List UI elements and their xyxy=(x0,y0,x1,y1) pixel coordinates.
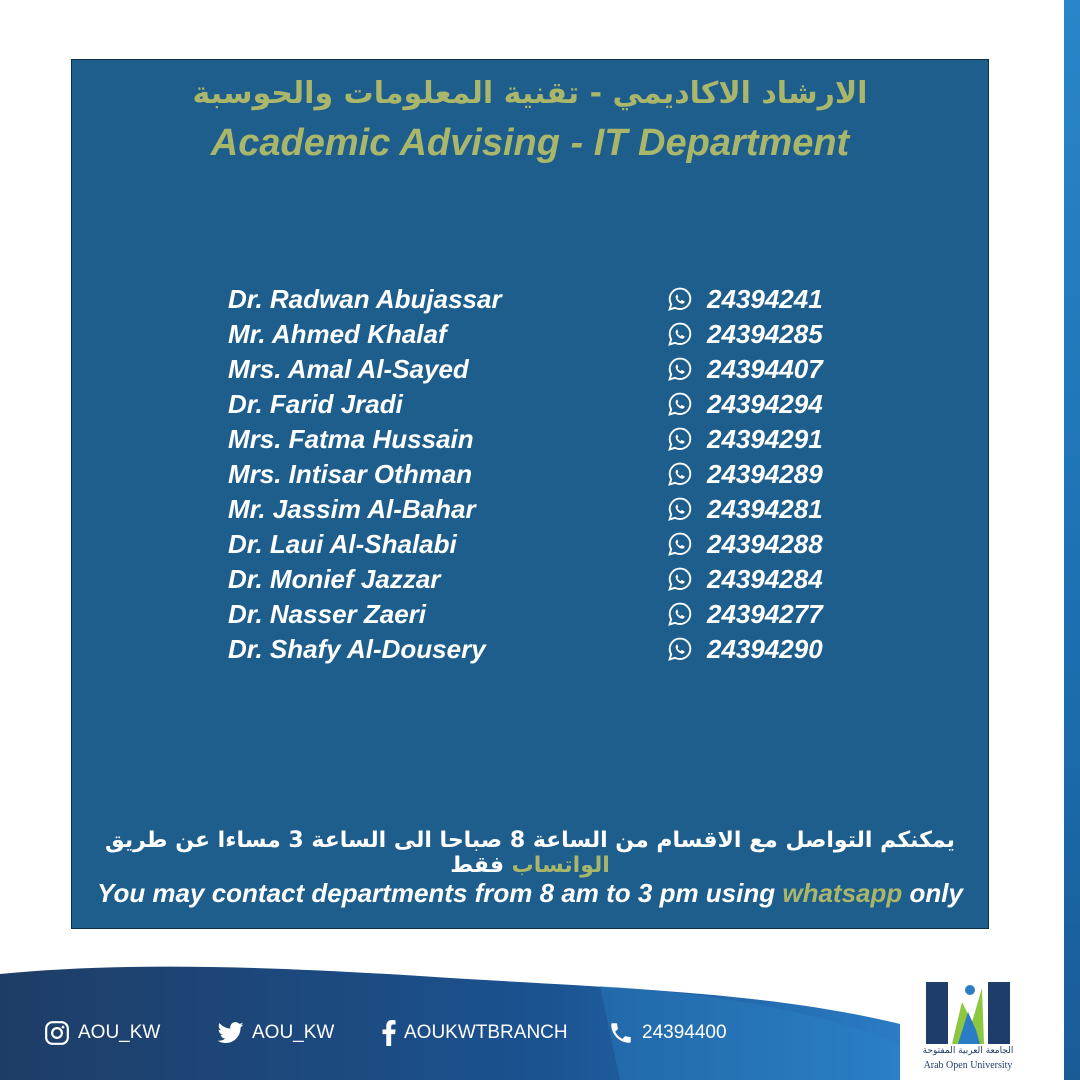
notice-english-end: only xyxy=(902,878,963,908)
instagram-icon xyxy=(44,1020,70,1046)
contact-phone[interactable]: 24394407 xyxy=(707,354,823,384)
edge-stripe xyxy=(1064,0,1080,1080)
title-arabic: الارشاد الاكاديمي - تقنية المعلومات والحوسبة xyxy=(192,76,868,111)
notice-arabic xyxy=(72,828,988,878)
notice-arabic-highlight: الواتساب xyxy=(511,853,610,878)
facebook-handle: AOUKWTBRANCH xyxy=(404,1022,568,1043)
contact-name: Mr. Ahmed Khalaf xyxy=(228,319,447,349)
contact-name: Dr. Nasser Zaeri xyxy=(228,599,427,629)
contact-phone[interactable]: 24394289 xyxy=(707,459,823,489)
contact-name: Mrs. Fatma Hussain xyxy=(228,424,474,454)
contact-list xyxy=(228,282,838,667)
contact-phone[interactable]: 24394277 xyxy=(707,599,823,629)
whatsapp-icon[interactable] xyxy=(668,497,692,521)
contact-row xyxy=(228,632,838,667)
contact-row xyxy=(228,527,838,562)
twitter-link[interactable] xyxy=(218,1019,334,1047)
notice-english-text: You may contact departments from 8 am to 3 pm using xyxy=(97,878,783,908)
whatsapp-icon[interactable] xyxy=(668,567,692,591)
logo-arabic-name: الجامعة العربية المفتوحة xyxy=(922,1046,1014,1056)
phone-number: 24394400 xyxy=(642,1022,727,1043)
instagram-handle: AOU_KW xyxy=(78,1022,161,1043)
whatsapp-icon[interactable] xyxy=(668,427,692,451)
facebook-link[interactable] xyxy=(382,1019,568,1047)
contact-name: Dr. Laui Al-Shalabi xyxy=(228,529,457,559)
contact-phone[interactable]: 24394241 xyxy=(707,284,823,314)
contact-phone[interactable]: 24394285 xyxy=(707,319,823,349)
facebook-icon xyxy=(382,1020,396,1046)
whatsapp-icon[interactable] xyxy=(668,637,692,661)
contact-phone[interactable]: 24394291 xyxy=(707,424,823,454)
contact-row xyxy=(228,422,838,457)
aou-logo xyxy=(918,978,1018,1070)
contact-phone[interactable]: 24394294 xyxy=(707,389,823,419)
contact-row xyxy=(228,562,838,597)
contact-name: Dr. Monief Jazzar xyxy=(228,564,441,594)
contact-row xyxy=(228,282,838,317)
notice-english xyxy=(72,878,988,909)
whatsapp-icon[interactable] xyxy=(668,322,692,346)
whatsapp-icon[interactable] xyxy=(668,532,692,556)
contact-row xyxy=(228,597,838,632)
contact-phone[interactable]: 24394284 xyxy=(707,564,823,594)
contact-name: Dr. Radwan Abujassar xyxy=(228,284,502,314)
contact-phone[interactable]: 24394290 xyxy=(707,634,823,664)
notice-arabic-end: فقط xyxy=(450,853,512,878)
contact-row xyxy=(228,492,838,527)
contact-name: Mrs. Amal Al-Sayed xyxy=(228,354,469,384)
contact-row xyxy=(228,457,838,492)
twitter-icon xyxy=(218,1022,244,1044)
contact-phone[interactable]: 24394281 xyxy=(707,494,823,524)
logo-english-name: Arab Open University xyxy=(923,1060,1013,1071)
whatsapp-icon[interactable] xyxy=(668,462,692,486)
whatsapp-icon[interactable] xyxy=(668,392,692,416)
title-english: Academic Advising - IT Department xyxy=(210,122,850,164)
contact-phone[interactable]: 24394288 xyxy=(707,529,823,559)
whatsapp-icon[interactable] xyxy=(668,287,692,311)
contact-row xyxy=(228,387,838,422)
whatsapp-icon[interactable] xyxy=(668,602,692,626)
twitter-handle: AOU_KW xyxy=(252,1022,335,1043)
contact-name: Mr. Jassim Al-Bahar xyxy=(228,494,476,524)
contact-row xyxy=(228,352,838,387)
whatsapp-icon[interactable] xyxy=(668,357,692,381)
contact-row xyxy=(228,317,838,352)
contact-name: Dr. Farid Jradi xyxy=(228,389,403,419)
advising-panel xyxy=(71,59,989,929)
phone-icon xyxy=(608,1020,634,1046)
notice-arabic-text: يمكنكم التواصل مع الاقسام من الساعة 8 صباحا الى الساعة 3 مساءا عن طريق xyxy=(105,828,955,853)
notice-english-highlight: whatsapp xyxy=(782,878,903,908)
phone-link[interactable] xyxy=(608,1019,727,1047)
contact-name: Mrs. Intisar Othman xyxy=(228,459,473,489)
instagram-link[interactable] xyxy=(44,1019,160,1047)
contact-name: Dr. Shafy Al-Dousery xyxy=(228,634,486,664)
